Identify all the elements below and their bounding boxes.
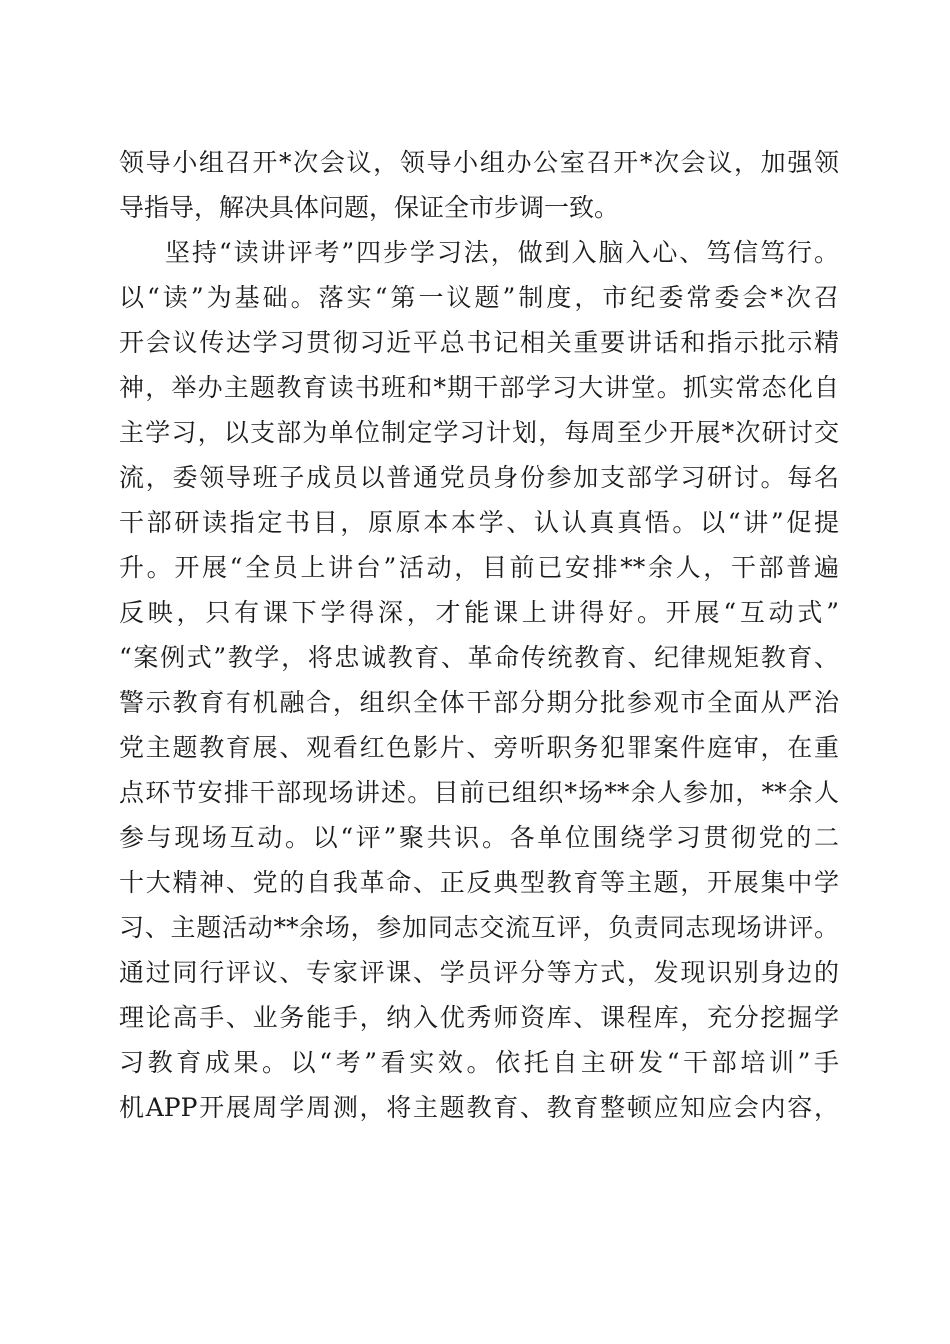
text-line-8: 流，委领导班子成员以普通党员身份参加支部学习研讨。每名 — [119, 463, 839, 492]
text-line-2: 导指导，解决具体问题，保证全市步调一致。 — [119, 193, 620, 222]
text-line-1: 领导小组召开*次会议，领导小组办公室召开*次会议，加强领 — [119, 148, 839, 177]
text-line-14: 党主题教育展、观看红色影片、旁听职务犯罪案件庭审，在重 — [119, 733, 839, 762]
text-line-19: 通过同行评议、专家评课、学员评分等方式，发现识别身边的 — [119, 958, 839, 987]
text-line-5: 开会议传达学习贯彻习近平总书记相关重要讲话和指示批示精 — [119, 328, 839, 357]
text-line-3: 坚持“读讲评考”四步学习法，做到入脑入心、笃信笃行。 — [165, 238, 839, 267]
text-line-18: 习、主题活动**余场，参加同志交流互评，负责同志现场讲评。 — [119, 913, 839, 942]
text-line-16: 参与现场互动。以“评”聚共识。各单位围绕学习贯彻党的二 — [119, 823, 839, 852]
text-line-22: 机APP开展周学周测，将主题教育、教育整顿应知应会内容， — [119, 1093, 839, 1122]
text-line-6: 神，举办主题教育读书班和*期干部学习大讲堂。抓实常态化自 — [119, 373, 839, 402]
text-line-13: 警示教育有机融合，组织全体干部分期分批参观市全面从严治 — [119, 688, 839, 717]
text-line-17: 十大精神、党的自我革命、正反典型教育等主题，开展集中学 — [119, 868, 839, 897]
text-line-4: 以“读”为基础。落实“第一议题”制度，市纪委常委会*次召 — [119, 283, 839, 312]
text-line-21: 习教育成果。以“考”看实效。依托自主研发“干部培训”手 — [119, 1048, 839, 1077]
text-line-11: 反映，只有课下学得深，才能课上讲得好。开展“互动式” — [119, 598, 839, 627]
text-line-10: 升。开展“全员上讲台”活动，目前已安排**余人，干部普遍 — [119, 553, 839, 582]
text-line-20: 理论高手、业务能手，纳入优秀师资库、课程库，充分挖掘学 — [119, 1003, 839, 1032]
text-line-7: 主学习，以支部为单位制定学习计划，每周至少开展*次研讨交 — [119, 418, 839, 447]
text-line-9: 干部研读指定书目，原原本本学、认认真真悟。以“讲”促提 — [119, 508, 839, 537]
text-line-12: “案例式”教学，将忠诚教育、革命传统教育、纪律规矩教育、 — [119, 643, 839, 672]
text-line-15: 点环节安排干部现场讲述。目前已组织*场**余人参加，**余人 — [119, 778, 839, 807]
body-text — [119, 140, 839, 1130]
